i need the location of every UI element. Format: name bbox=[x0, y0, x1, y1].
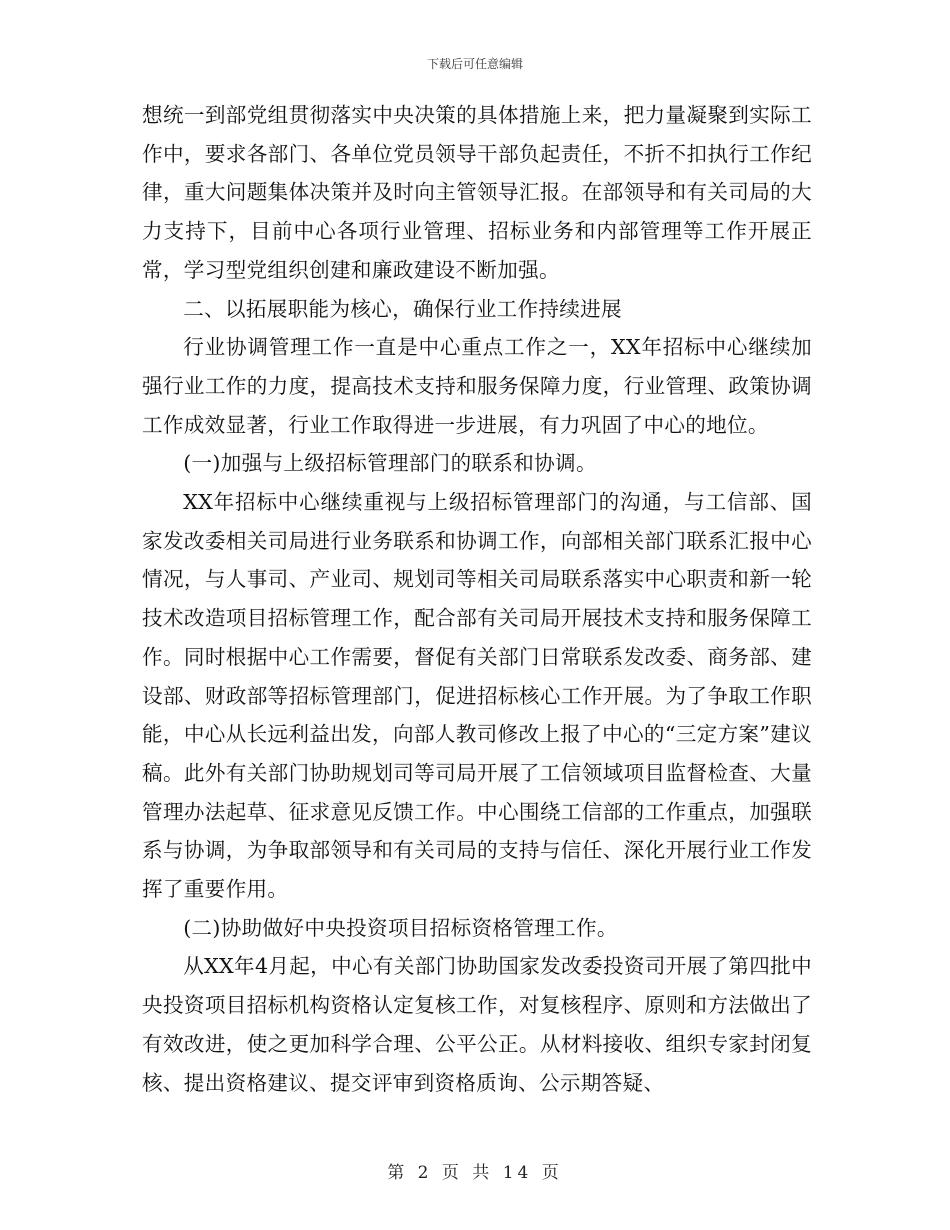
page-header: 下载后可任意编辑 bbox=[426, 57, 523, 71]
document-body bbox=[142, 96, 812, 1102]
paragraph-continuation: 想统一到部党组贯彻落实中央决策的具体措施上来，把力量凝聚到实际工作中，要求各部门、各单位党员领导干部负起责任，不折不扣执行工作纪律，重大问题集体决策并及时向主管领导汇报。在部领导和有关司局的大力支持下，目前中心各项行业管理、招标业务和内部管理等工作开展正常，学习型党组织创建和廉政建设不断加强。 bbox=[142, 103, 812, 282]
page-number: 第 2 页 共 14 页 bbox=[387, 1163, 563, 1183]
paragraph-industry-coordination: 行业协调管理工作一直是中心重点工作之一，XX年招标中心继续加强行业工作的力度，提高技术支持和服务保障力度，行业管理、政策协调工作成效显著，行业工作取得进一步进展，有力巩固了中心的地位。 bbox=[142, 335, 812, 437]
subsection-heading-1: (一)加强与上级招标管理部门的联系和协调。 bbox=[183, 451, 597, 476]
section-heading-2: 二、以拓展职能为核心，确保行业工作持续进展 bbox=[183, 296, 622, 321]
paragraph-superior-liaison: XX年招标中心继续重视与上级招标管理部门的沟通，与工信部、国家发改委相关司局进行业务联系和协调工作，向部相关部门联系汇报中心情况，与人事司、产业司、规划司等相关司局联系落实中心职责和新一轮技术改造项目招标管理工作，配合部有关司局开展技术支持和服务保障工作。同时根据中心工作需要，督促有关部门日常联系发改委、商务部、建设部、财政部等招标管理部门，促进招标核心工作开展。为了争取工作职能，中心从长远利益出发，向部人教司修改上报了中心的“三定方案”建议稿。此外有关部门协助规划司等司局开展了工信领域项目监督检查、大量管理办法起草、征求意见反馈工作。中心围绕工信部的工作重点，加强联系与协调，为争取部领导和有关司局的支持与信任、深化开展行业工作发挥了重要作用。 bbox=[142, 490, 812, 902]
subsection-heading-2: (二)协助做好中央投资项目招标资格管理工作。 bbox=[183, 915, 618, 940]
paragraph-qualification-review: 从XX年4月起，中心有关部门协助国家发改委投资司开展了第四批中央投资项目招标机构资格认定复核工作，对复核程序、原则和方法做出了有效改进，使之更加科学合理、公平公正。从材料接收、组织专家封闭复核、提出资格建议、提交评审到资格质询、公示期答疑、 bbox=[142, 954, 812, 1095]
